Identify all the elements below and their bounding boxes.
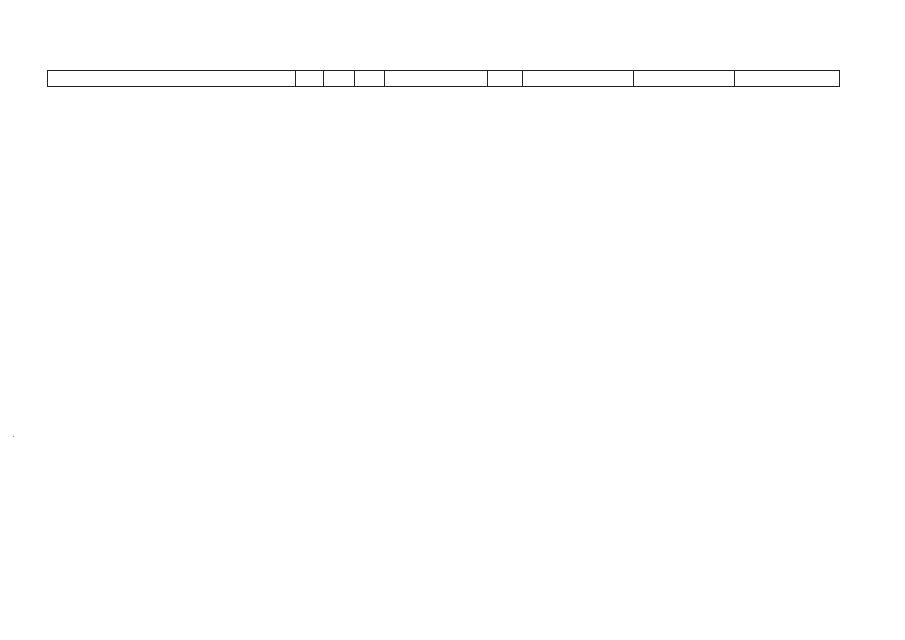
table-header (47, 70, 840, 87)
header-col-3 (323, 71, 355, 86)
margin-mark: · (12, 432, 16, 443)
header-col-8 (633, 71, 735, 86)
header-col-7 (522, 71, 634, 86)
header-col-1 (48, 71, 296, 86)
header-col-6 (487, 71, 523, 86)
header-col-5 (384, 71, 488, 86)
header-col-9 (734, 71, 841, 86)
header-col-2 (295, 71, 324, 86)
header-col-4 (354, 71, 385, 86)
